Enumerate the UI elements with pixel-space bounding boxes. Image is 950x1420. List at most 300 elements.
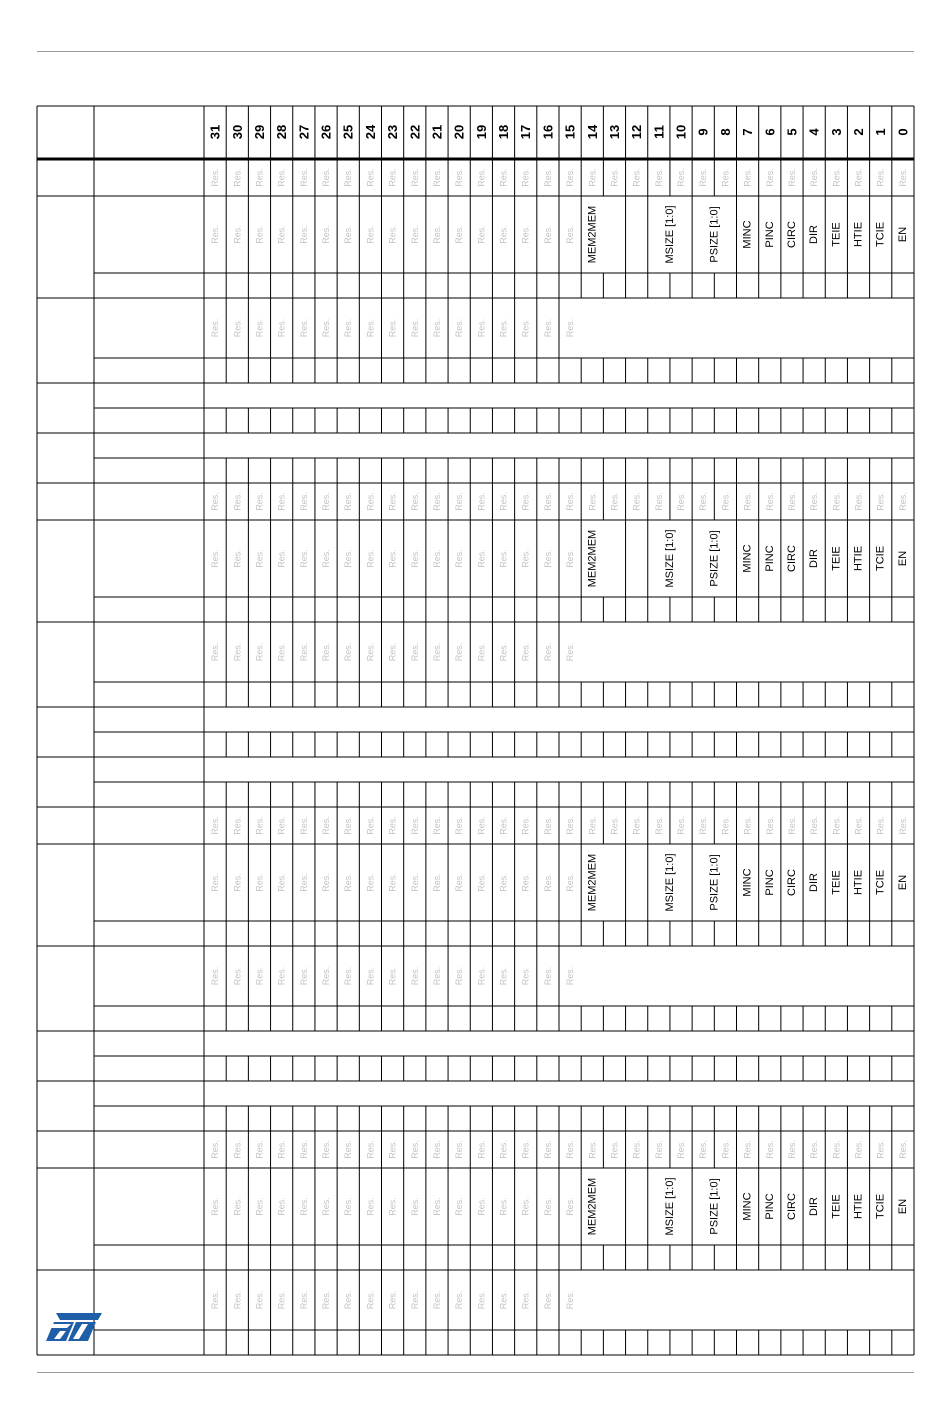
field-label: TCIE: [874, 869, 887, 896]
reserved-bit-label: Res.: [387, 816, 398, 835]
reserved-bit-label: Res.: [409, 873, 420, 892]
reserved-bit-label: Res.: [476, 642, 487, 662]
reserved-bit-label: Res.: [809, 1140, 820, 1159]
reserved-bit-label: Res.: [298, 492, 309, 511]
reserved-bit-label: Res.: [454, 225, 465, 244]
bit-number-header: 25: [340, 124, 356, 140]
reserved-bit-label: Res.: [897, 492, 908, 511]
reserved-bit-label: Res.: [476, 966, 487, 986]
reserved-bit-label: Res.: [631, 1140, 642, 1159]
field-label: EN: [896, 226, 909, 243]
reserved-bit-label: Res.: [720, 816, 731, 835]
reserved-bit-label: Res.: [542, 1290, 553, 1310]
reserved-bit-label: Res.: [276, 816, 287, 835]
reserved-bit-label: Res.: [498, 549, 509, 568]
reserved-bit-label: Res.: [232, 816, 243, 835]
reserved-bit-label: Res.: [742, 492, 753, 511]
reserved-bit-label: Res.: [431, 492, 442, 511]
reserved-bit-label: Res.: [742, 816, 753, 835]
reserved-bit-label: Res.: [542, 492, 553, 511]
reserved-bit-label: Res.: [831, 816, 842, 835]
bit-number-header: 1: [873, 128, 889, 136]
reserved-bit-label: Res.: [542, 225, 553, 244]
reserved-bit-label: Res.: [365, 549, 376, 568]
reserved-bit-label: Res.: [431, 1290, 442, 1310]
reserved-bit-label: Res.: [343, 549, 354, 568]
reserved-bit-label: Res.: [409, 816, 420, 835]
reserved-bit-label: Res.: [897, 816, 908, 835]
reserved-bit-label: Res.: [210, 225, 221, 244]
reserved-bit-label: Res.: [587, 492, 598, 511]
reserved-bit-label: Res.: [210, 966, 221, 986]
reserved-bit-label: Res.: [498, 966, 509, 986]
bit-number-header: 2: [851, 128, 867, 136]
reserved-bit-label: Res.: [454, 816, 465, 835]
reserved-bit-label: Res.: [653, 168, 664, 187]
reserved-bit-label: Res.: [476, 492, 487, 511]
bit-number-header: 13: [606, 124, 622, 140]
reserved-bit-label: Res.: [298, 1140, 309, 1159]
reserved-bit-label: Res.: [387, 1140, 398, 1159]
field-label: PINC: [763, 545, 776, 572]
reserved-bit-label: Res.: [254, 1197, 265, 1216]
field-label: PINC: [763, 869, 776, 896]
reserved-bit-label: Res.: [676, 168, 687, 187]
reserved-bit-label: Res.: [520, 549, 531, 568]
reserved-bit-label: Res.: [409, 318, 420, 338]
reserved-bit-label: Res.: [210, 318, 221, 338]
reserved-bit-label: Res.: [210, 873, 221, 892]
reserved-bit-label: Res.: [210, 492, 221, 511]
bit-number-header: 9: [695, 128, 711, 136]
reserved-bit-label: Res.: [809, 816, 820, 835]
reserved-bit-label: Res.: [232, 642, 243, 662]
field-label: PSIZE [1:0]: [708, 1178, 721, 1235]
reserved-bit-label: Res.: [210, 816, 221, 835]
reserved-bit-label: Res.: [321, 1290, 332, 1310]
reserved-bit-label: Res.: [210, 1290, 221, 1310]
reserved-bit-label: Res.: [631, 168, 642, 187]
reserved-bit-label: Res.: [565, 816, 576, 835]
bit-number-header: 8: [717, 128, 733, 136]
reserved-bit-label: Res.: [476, 549, 487, 568]
field-label: CIRC: [785, 545, 798, 572]
reserved-bit-label: Res.: [232, 1290, 243, 1310]
reserved-bit-label: Res.: [565, 318, 576, 338]
field-label: MSIZE [1:0]: [663, 1177, 676, 1236]
st-logo: [44, 1310, 104, 1344]
reserved-bit-label: Res.: [387, 549, 398, 568]
reserved-bit-label: Res.: [276, 1197, 287, 1216]
reserved-bit-label: Res.: [476, 873, 487, 892]
reserved-bit-label: Res.: [431, 642, 442, 662]
reserved-bit-label: Res.: [365, 168, 376, 187]
field-label: HTIE: [852, 545, 865, 572]
reserved-bit-label: Res.: [565, 966, 576, 986]
reserved-bit-label: Res.: [542, 168, 553, 187]
reserved-bit-label: Res.: [365, 492, 376, 511]
field-label: MSIZE [1:0]: [663, 529, 676, 588]
reserved-bit-label: Res.: [343, 1140, 354, 1159]
reserved-bit-label: Res.: [764, 816, 775, 835]
reserved-bit-label: Res.: [454, 642, 465, 662]
reserved-bit-label: Res.: [276, 168, 287, 187]
reserved-bit-label: Res.: [365, 1197, 376, 1216]
reserved-bit-label: Res.: [897, 168, 908, 187]
reserved-bit-label: Res.: [454, 318, 465, 338]
field-label: TCIE: [874, 545, 887, 572]
reserved-bit-label: Res.: [542, 966, 553, 986]
reserved-bit-label: Res.: [365, 873, 376, 892]
reserved-bit-label: Res.: [321, 642, 332, 662]
bit-number-header: 4: [806, 128, 822, 136]
reserved-bit-label: Res.: [853, 492, 864, 511]
reserved-bit-label: Res.: [343, 1290, 354, 1310]
reserved-bit-label: Res.: [321, 966, 332, 986]
reserved-bit-label: Res.: [276, 318, 287, 338]
reserved-bit-label: Res.: [431, 549, 442, 568]
reserved-bit-label: Res.: [454, 1197, 465, 1216]
reserved-bit-label: Res.: [232, 1197, 243, 1216]
reserved-bit-label: Res.: [520, 816, 531, 835]
reserved-bit-label: Res.: [365, 816, 376, 835]
bit-number-header: 27: [296, 124, 312, 140]
reserved-bit-label: Res.: [343, 225, 354, 244]
reserved-bit-label: Res.: [321, 873, 332, 892]
field-label: TEIE: [830, 222, 843, 247]
reserved-bit-label: Res.: [298, 318, 309, 338]
bit-number-header: 21: [429, 124, 445, 140]
footer-rule: [37, 1372, 914, 1373]
reserved-bit-label: Res.: [409, 1197, 420, 1216]
reserved-bit-label: Res.: [409, 1290, 420, 1310]
reserved-bit-label: Res.: [298, 1197, 309, 1216]
reserved-bit-label: Res.: [431, 1197, 442, 1216]
bit-number-header: 22: [407, 124, 423, 140]
field-label: PINC: [763, 221, 776, 248]
reserved-bit-label: Res.: [431, 168, 442, 187]
reserved-bit-label: Res.: [653, 492, 664, 511]
reserved-bit-label: Res.: [853, 816, 864, 835]
reserved-bit-label: Res.: [232, 168, 243, 187]
reserved-bit-label: Res.: [276, 873, 287, 892]
field-label: MSIZE [1:0]: [663, 853, 676, 912]
reserved-bit-label: Res.: [321, 1197, 332, 1216]
reserved-bit-label: Res.: [454, 549, 465, 568]
field-label: DIR: [808, 873, 821, 892]
reserved-bit-label: Res.: [365, 225, 376, 244]
reserved-bit-label: Res.: [587, 816, 598, 835]
reserved-bit-label: Res.: [476, 225, 487, 244]
reserved-bit-label: Res.: [565, 642, 576, 662]
bit-number-header: 6: [762, 128, 778, 136]
reserved-bit-label: Res.: [343, 318, 354, 338]
reserved-bit-label: Res.: [321, 168, 332, 187]
field-label: TEIE: [830, 1194, 843, 1219]
reserved-bit-label: Res.: [387, 1197, 398, 1216]
reserved-bit-label: Res.: [365, 966, 376, 986]
reserved-bit-label: Res.: [343, 1197, 354, 1216]
reserved-bit-label: Res.: [520, 1290, 531, 1310]
reserved-bit-label: Res.: [609, 492, 620, 511]
reserved-bit-label: Res.: [498, 873, 509, 892]
reserved-bit-label: Res.: [653, 1140, 664, 1159]
field-label: HTIE: [852, 221, 865, 248]
reserved-bit-label: Res.: [565, 1140, 576, 1159]
reserved-bit-label: Res.: [254, 492, 265, 511]
reserved-bit-label: Res.: [786, 1140, 797, 1159]
reserved-bit-label: Res.: [232, 225, 243, 244]
bit-number-header: 19: [473, 124, 489, 140]
reserved-bit-label: Res.: [565, 873, 576, 892]
reserved-bit-label: Res.: [609, 168, 620, 187]
reserved-bit-label: Res.: [409, 168, 420, 187]
reserved-bit-label: Res.: [720, 168, 731, 187]
reserved-bit-label: Res.: [897, 1140, 908, 1159]
reserved-bit-label: Res.: [498, 1140, 509, 1159]
reserved-bit-label: Res.: [498, 642, 509, 662]
reserved-bit-label: Res.: [298, 816, 309, 835]
reserved-bit-label: Res.: [254, 642, 265, 662]
reserved-bit-label: Res.: [875, 492, 886, 511]
reserved-bit-label: Res.: [476, 1140, 487, 1159]
reserved-bit-label: Res.: [321, 318, 332, 338]
reserved-bit-label: Res.: [542, 318, 553, 338]
reserved-bit-label: Res.: [653, 816, 664, 835]
reserved-bit-label: Res.: [542, 1140, 553, 1159]
reserved-bit-label: Res.: [831, 168, 842, 187]
reserved-bit-label: Res.: [520, 1197, 531, 1216]
reserved-bit-label: Res.: [276, 966, 287, 986]
reserved-bit-label: Res.: [520, 168, 531, 187]
reserved-bit-label: Res.: [875, 1140, 886, 1159]
reserved-bit-label: Res.: [498, 225, 509, 244]
field-label: DIR: [808, 1197, 821, 1216]
bit-number-header: 7: [740, 128, 756, 136]
field-label: EN: [896, 1198, 909, 1215]
reserved-bit-label: Res.: [254, 318, 265, 338]
field-label: CIRC: [785, 1193, 798, 1220]
reserved-bit-label: Res.: [742, 168, 753, 187]
field-label: DIR: [808, 225, 821, 244]
reserved-bit-label: Res.: [254, 168, 265, 187]
reserved-bit-label: Res.: [542, 549, 553, 568]
reserved-bit-label: Res.: [720, 1140, 731, 1159]
reserved-bit-label: Res.: [276, 549, 287, 568]
reserved-bit-label: Res.: [520, 492, 531, 511]
bit-number-header: 24: [362, 124, 378, 140]
reserved-bit-label: Res.: [276, 1290, 287, 1310]
reserved-bit-label: Res.: [321, 1140, 332, 1159]
reserved-bit-label: Res.: [365, 1290, 376, 1310]
reserved-bit-label: Res.: [387, 1290, 398, 1310]
bit-number-header: 26: [318, 124, 334, 140]
reserved-bit-label: Res.: [476, 318, 487, 338]
bit-number-header: 23: [385, 124, 401, 140]
reserved-bit-label: Res.: [565, 1197, 576, 1216]
reserved-bit-label: Res.: [298, 168, 309, 187]
field-label: EN: [896, 550, 909, 567]
reserved-bit-label: Res.: [431, 966, 442, 986]
bit-number-header: 3: [828, 128, 844, 136]
reserved-bit-label: Res.: [254, 225, 265, 244]
field-label: CIRC: [785, 869, 798, 896]
reserved-bit-label: Res.: [298, 225, 309, 244]
reserved-bit-label: Res.: [387, 966, 398, 986]
reserved-bit-label: Res.: [431, 873, 442, 892]
reserved-bit-label: Res.: [232, 318, 243, 338]
reserved-bit-label: Res.: [587, 168, 598, 187]
reserved-bit-label: Res.: [409, 642, 420, 662]
reserved-bit-label: Res.: [831, 1140, 842, 1159]
reserved-bit-label: Res.: [409, 1140, 420, 1159]
bit-number-header: 15: [562, 124, 578, 140]
reserved-bit-label: Res.: [321, 492, 332, 511]
reserved-bit-label: Res.: [476, 816, 487, 835]
reserved-bit-label: Res.: [409, 966, 420, 986]
bit-number-header: 12: [629, 124, 645, 140]
reserved-bit-label: Res.: [764, 492, 775, 511]
reserved-bit-label: Res.: [298, 873, 309, 892]
reserved-bit-label: Res.: [698, 168, 709, 187]
reserved-bit-label: Res.: [387, 642, 398, 662]
bit-number-header: 17: [518, 124, 534, 140]
reserved-bit-label: Res.: [698, 816, 709, 835]
field-label: HTIE: [852, 869, 865, 896]
reserved-bit-label: Res.: [476, 1197, 487, 1216]
reserved-bit-label: Res.: [343, 873, 354, 892]
bit-number-header: 31: [207, 124, 223, 140]
reserved-bit-label: Res.: [365, 318, 376, 338]
reserved-bit-label: Res.: [587, 1140, 598, 1159]
reserved-bit-label: Res.: [542, 873, 553, 892]
reserved-bit-label: Res.: [498, 1290, 509, 1310]
reserved-bit-label: Res.: [210, 1197, 221, 1216]
reserved-bit-label: Res.: [343, 816, 354, 835]
reserved-bit-label: Res.: [831, 492, 842, 511]
reserved-bit-label: Res.: [431, 225, 442, 244]
field-label: MEM2MEM: [586, 1177, 599, 1236]
reserved-bit-label: Res.: [764, 1140, 775, 1159]
field-label: MINC: [741, 868, 754, 897]
reserved-bit-label: Res.: [542, 642, 553, 662]
reserved-bit-label: Res.: [454, 873, 465, 892]
reserved-bit-label: Res.: [387, 168, 398, 187]
reserved-bit-label: Res.: [742, 1140, 753, 1159]
reserved-bit-label: Res.: [254, 816, 265, 835]
reserved-bit-label: Res.: [210, 168, 221, 187]
field-label: MSIZE [1:0]: [663, 205, 676, 264]
bit-number-header: 28: [274, 124, 290, 140]
reserved-bit-label: Res.: [276, 225, 287, 244]
reserved-bit-label: Res.: [232, 873, 243, 892]
reserved-bit-label: Res.: [542, 816, 553, 835]
reserved-bit-label: Res.: [454, 1290, 465, 1310]
reserved-bit-label: Res.: [232, 966, 243, 986]
reserved-bit-label: Res.: [298, 549, 309, 568]
bit-number-header: 16: [540, 124, 556, 140]
reserved-bit-label: Res.: [387, 492, 398, 511]
reserved-bit-label: Res.: [520, 318, 531, 338]
reserved-bit-label: Res.: [565, 492, 576, 511]
reserved-bit-label: Res.: [365, 642, 376, 662]
bit-number-header: 29: [251, 124, 267, 140]
reserved-bit-label: Res.: [431, 1140, 442, 1159]
bit-number-header: 30: [229, 124, 245, 140]
reserved-bit-label: Res.: [210, 1140, 221, 1159]
reserved-bit-label: Res.: [476, 168, 487, 187]
field-label: EN: [896, 874, 909, 891]
reserved-bit-label: Res.: [498, 168, 509, 187]
reserved-bit-label: Res.: [454, 966, 465, 986]
reserved-bit-label: Res.: [321, 549, 332, 568]
reserved-bit-label: Res.: [454, 492, 465, 511]
reserved-bit-label: Res.: [676, 1140, 687, 1159]
reserved-bit-label: Res.: [498, 492, 509, 511]
reserved-bit-label: Res.: [298, 642, 309, 662]
reserved-bit-label: Res.: [343, 966, 354, 986]
field-label: MEM2MEM: [586, 205, 599, 264]
reserved-bit-label: Res.: [542, 1197, 553, 1216]
reserved-bit-label: Res.: [387, 318, 398, 338]
reserved-bit-label: Res.: [565, 225, 576, 244]
reserved-bit-label: Res.: [786, 168, 797, 187]
reserved-bit-label: Res.: [520, 966, 531, 986]
reserved-bit-label: Res.: [720, 492, 731, 511]
reserved-bit-label: Res.: [210, 549, 221, 568]
reserved-bit-label: Res.: [853, 1140, 864, 1159]
reserved-bit-label: Res.: [298, 966, 309, 986]
reserved-bit-label: Res.: [520, 1140, 531, 1159]
reserved-bit-label: Res.: [343, 492, 354, 511]
bit-number-header: 5: [784, 128, 800, 136]
field-label: MINC: [741, 1192, 754, 1221]
reserved-bit-label: Res.: [609, 816, 620, 835]
reserved-bit-label: Res.: [210, 642, 221, 662]
bit-number-header: 18: [496, 124, 512, 140]
reserved-bit-label: Res.: [676, 492, 687, 511]
reserved-bit-label: Res.: [276, 1140, 287, 1159]
reserved-bit-label: Res.: [409, 492, 420, 511]
reserved-bit-label: Res.: [254, 966, 265, 986]
field-label: HTIE: [852, 1193, 865, 1220]
reserved-bit-label: Res.: [409, 225, 420, 244]
reserved-bit-label: Res.: [232, 549, 243, 568]
reserved-bit-label: Res.: [786, 816, 797, 835]
field-label: MEM2MEM: [586, 853, 599, 912]
reserved-bit-label: Res.: [431, 816, 442, 835]
reserved-bit-label: Res.: [520, 642, 531, 662]
reserved-bit-label: Res.: [520, 873, 531, 892]
reserved-bit-label: Res.: [875, 816, 886, 835]
reserved-bit-label: Res.: [254, 1140, 265, 1159]
reserved-bit-label: Res.: [365, 1140, 376, 1159]
reserved-bit-label: Res.: [343, 168, 354, 187]
reserved-bit-label: Res.: [276, 642, 287, 662]
bit-number-header: 20: [451, 124, 467, 140]
reserved-bit-label: Res.: [454, 168, 465, 187]
field-label: PSIZE [1:0]: [708, 206, 721, 263]
reserved-bit-label: Res.: [254, 549, 265, 568]
reserved-bit-label: Res.: [321, 225, 332, 244]
reserved-bit-label: Res.: [232, 492, 243, 511]
reserved-bit-label: Res.: [276, 492, 287, 511]
reserved-bit-label: Res.: [786, 492, 797, 511]
field-label: TEIE: [830, 870, 843, 895]
reserved-bit-label: Res.: [254, 873, 265, 892]
field-label: MINC: [741, 220, 754, 249]
field-label: MINC: [741, 544, 754, 573]
